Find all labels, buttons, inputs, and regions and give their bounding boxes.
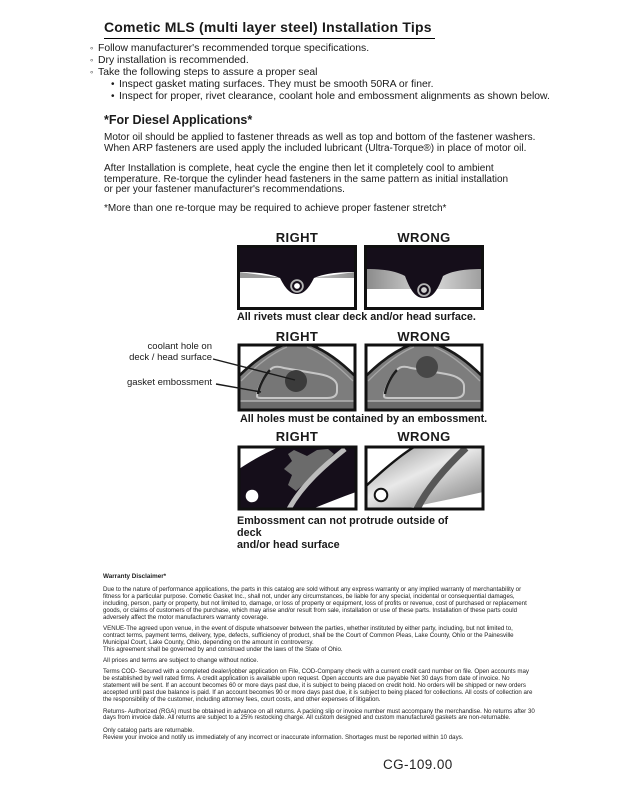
- diesel-section: [104, 115, 556, 205]
- right-label: RIGHT: [275, 429, 319, 444]
- disclaimer-catalog: Only catalog parts are returnable.: [103, 727, 195, 735]
- retorque-note: *More than one re-torque may be required to achieve proper fastener stretch*: [104, 203, 447, 214]
- filled-bullet-icon: •: [111, 79, 115, 90]
- page-code: CG-109.00: [383, 757, 453, 772]
- disclaimer-review: Review your invoice and notify us immediately of any incorrect or inaccurate information. Shortages must be reported within 10 days.: [103, 734, 464, 742]
- warranty-disclaimer: [103, 574, 535, 747]
- diesel-heading: *For Diesel Applications*: [104, 113, 253, 127]
- text-line: When ARP fasteners are used apply the included lubricant (Ultra-Torque®) in place of motor oil.: [104, 142, 527, 154]
- wrong-label: WRONG: [397, 329, 451, 344]
- list-item: [90, 55, 590, 67]
- disclaimer-liability: Due to the nature of performance applications, the parts in this catalog are sold without any express warranty or any implied warranty of merchantability or fitness for a particular purpose. Cometic Gasket Inc., shall not, under any circumstances, be liable for any special, incidental or consequential damages, including, person, party or property, but not limited to, damage, or loss of property or equipment, loss of profits or revenue, cost of purchased or replacement goods, or claims of customers of the purchase, which may arise and/or result from sale, installation or use of these parts. Installation of these parts could adversely affect the motor manufacturers warranty coverage.: [103, 585, 527, 621]
- open-bullet-icon: ◦: [90, 43, 94, 54]
- list-item: [90, 43, 590, 55]
- bullet-text: Take the following steps to assure a proper seal: [98, 67, 318, 78]
- text-line: coolant hole on: [147, 341, 212, 352]
- figure-caption-rivets: All rivets must clear deck and/or head surface.: [237, 311, 476, 323]
- embossment-right-diagram: [237, 343, 357, 412]
- disclaimer-venue: VENUE-The agreed upon venue, in the event of dispute whatsoever between the parties, whether instituted by either party, including, but not limited to, contract terms, payment terms, delivery, type, defects, sufficiency of product, shall be the Court of Common Pleas, Lake County, Ohio or the Painesville Municipal Court, Lake County, Ohio, depending on the amount in controversy.: [103, 624, 514, 646]
- bullet-text: Follow manufacturer's recommended torque specifications.: [98, 43, 370, 54]
- diesel-paragraph-1: [104, 133, 556, 154]
- disclaimer-heading: Warranty Disclaimer*: [103, 573, 167, 580]
- coolant-hole-annotation: [115, 342, 212, 363]
- text-line: temperature. Re-torque the cylinder head fasteners in the same pattern as initial installation: [104, 173, 509, 185]
- rivet-right-diagram: [237, 245, 357, 310]
- text-line: Embossment can not protrude outside of deck: [237, 515, 449, 539]
- figure-caption-protrusion: [237, 516, 467, 551]
- filled-bullet-icon: •: [111, 91, 115, 102]
- list-item: [90, 67, 590, 79]
- list-item: [111, 79, 590, 91]
- bullet-text: Inspect for proper, rivet clearance, coolant hole and embossment alignments as shown below.: [119, 91, 550, 102]
- protrusion-right-diagram: [237, 445, 358, 511]
- page-title: Cometic MLS (multi layer steel) Installation Tips: [104, 19, 435, 39]
- installation-tips-list: [90, 43, 590, 103]
- bullet-text: Dry installation is recommended.: [98, 55, 249, 66]
- disclaimer-prices: All prices and terms are subject to change without notice.: [103, 657, 259, 665]
- open-bullet-icon: ◦: [90, 55, 94, 66]
- figure-caption-holes: All holes must be contained by an embossment.: [240, 413, 488, 425]
- diesel-paragraph-2: [104, 164, 556, 195]
- wrong-label: WRONG: [397, 429, 451, 444]
- right-label: RIGHT: [275, 329, 319, 344]
- rivet-wrong-diagram: [364, 245, 484, 310]
- text-line: After Installation is complete, heat cycle the engine then let it completely cool to ambient: [104, 163, 494, 175]
- right-label: RIGHT: [275, 230, 319, 245]
- text-line: deck / head surface: [129, 351, 212, 363]
- embossment-wrong-diagram: [364, 343, 484, 412]
- disclaimer-venue-law: This agreement shall be governed by and construed under the laws of the State of Ohio.: [103, 645, 343, 653]
- bullet-text: Inspect gasket mating surfaces. They must be smooth 50RA or finer.: [119, 79, 434, 90]
- open-bullet-icon: ◦: [90, 67, 94, 78]
- text-line: and/or head surface: [237, 538, 340, 551]
- gasket-embossment-annotation: gasket embossment: [126, 377, 212, 388]
- wrong-label: WRONG: [397, 230, 451, 245]
- list-item: [111, 91, 590, 103]
- protrusion-wrong-diagram: [364, 445, 485, 511]
- disclaimer-returns: Returns- Authorized (RGA) must be obtained in advance on all returns. A packing slip or invoice number must accompany the merchandise. No returns after 30 days from invoice date. All returns are subject to a 25% restocking charge. All custom designed and custom manufactured gaskets are non-returnable.: [103, 707, 535, 722]
- disclaimer-terms: Terms COD- Secured with a completed dealer/jobber application on File, COD-Company check with a current credit card number on file. Open accounts may be established by well rated firms. A credit application is available upon request. Open accounts are due payable Net 30 days from date of invoice. No statement will be sent. If an account becomes 60 or more days past due, it is subject to being placed on credit hold. No orders will be shipped or new orders accepted until past due balance is paid. If an account becomes 90 or more days past due, it is subject to being placed for collections. All costs of collection are the responsibility of the customer, including attorney fees, court costs, and other expenses of litigation.: [103, 668, 533, 704]
- text-line: or per your fastener manufacturer's recommendations.: [104, 184, 345, 196]
- text-line: Motor oil should be applied to fastener threads as well as top and bottom of the fastener washers.: [104, 132, 536, 144]
